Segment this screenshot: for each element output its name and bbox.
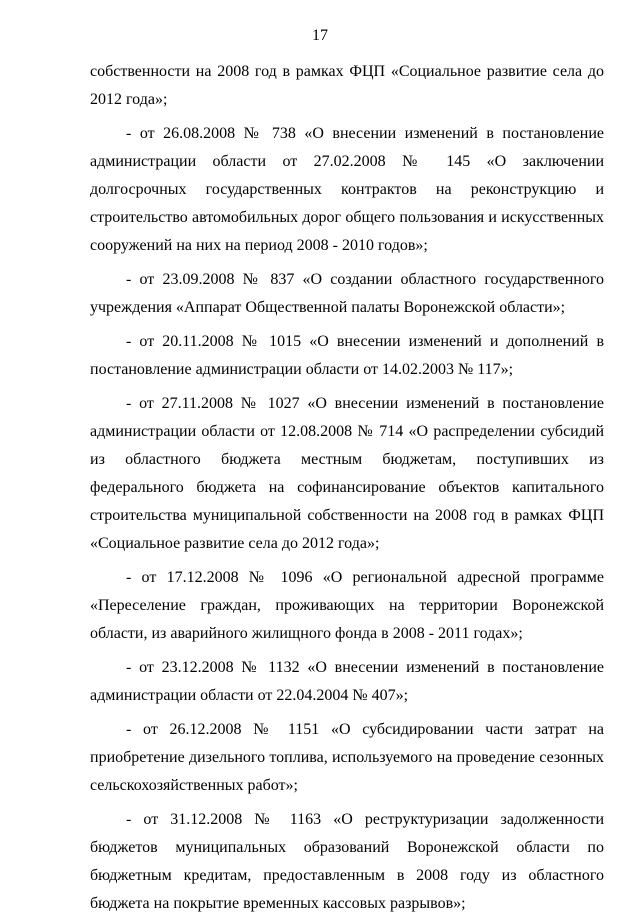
paragraph-resolution-1132: - от 23.12.2008 № 1132 «О внесении изменений в постановление администрации области от 22.04.2004 № 407»; (90, 659, 604, 704)
paragraph-resolution-1015: - от 20.11.2008 № 1015 «О внесении изменений и дополнений в постановление администрации области от 14.02.2003 № 117»; (90, 333, 604, 378)
document-body (90, 58, 604, 924)
paragraph-resolution-1027: - от 27.11.2008 № 1027 «О внесении изменений в постановление администрации области от 12.08.2008 № 714 «О распределении субсидий из областного бюджета местным бюджетам, поступивших из федерального бюджета на софинансирование объектов капитального строительства муниципальной собственности на 2008 год в рамках ФЦП «Социальное развитие села до 2012 года»; (90, 395, 604, 552)
paragraph-resolution-738: - от 26.08.2008 № 738 «О внесении изменений в постановление администрации области от 27.02.2008 № 145 «О заключении долгосрочных государственных контрактов на реконструкцию и строительство автомобильных дорог общего пользования и искусственных сооружений на них на период 2008 - 2010 годов»; (90, 125, 604, 254)
paragraph-resolution-1151: - от 26.12.2008 № 1151 «О субсидировании части затрат на приобретение дизельного топлива, используемого на проведение сезонных сельскохозяйственных работ»; (90, 721, 604, 794)
paragraph-resolution-1096: - от 17.12.2008 № 1096 «О региональной адресной программе «Переселение граждан, проживающих на территории Воронежской области, из аварийного жилищного фонда в 2008 - 2011 годах»; (90, 569, 604, 642)
page-number: 17 (312, 27, 328, 44)
paragraph-resolution-1163: - от 31.12.2008 № 1163 «О реструктуризации задолженности бюджетов муниципальных образований Воронежской области по бюджетным кредитам, предоставленным в 2008 году из областного бюджета на покрытие временных кассовых разрывов»; (90, 811, 604, 912)
paragraph-continuation: собственности на 2008 год в рамках ФЦП «Социальное развитие села до 2012 года»; (90, 63, 604, 108)
paragraph-resolution-837: - от 23.09.2008 № 837 «О создании областного государственного учреждения «Аппарат Общественной палаты Воронежской области»; (90, 271, 604, 316)
